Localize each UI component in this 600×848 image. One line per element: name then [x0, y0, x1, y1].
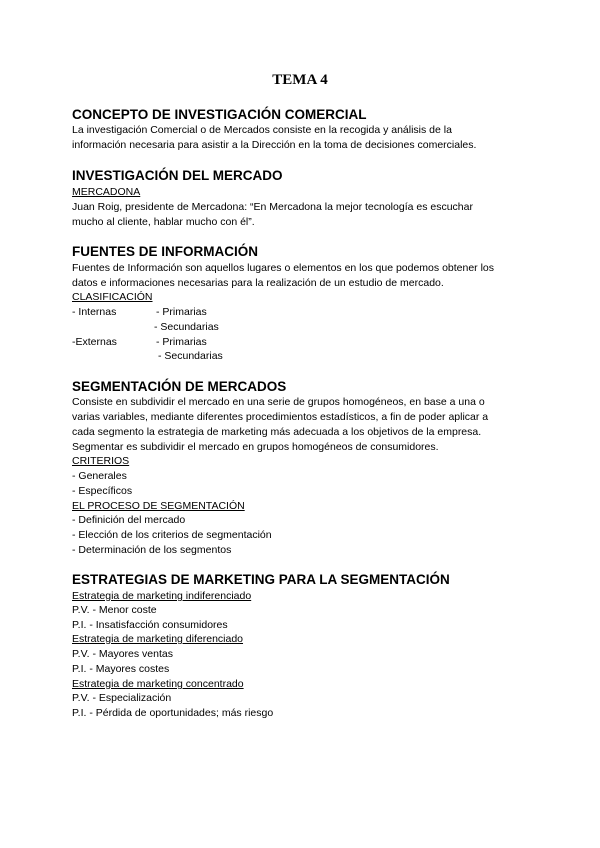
list-item: - Definición del mercado [72, 514, 186, 526]
paragraph-line: mucho al cliente, hablar mucho con él”. [72, 216, 255, 228]
paragraph-line: Consiste en subdividir el mercado en una serie de grupos homogéneos, en base a una o [72, 396, 485, 408]
list-item: P.V. - Menor coste [72, 604, 157, 616]
list-item: - Generales [72, 470, 127, 482]
paragraph-line: La investigación Comercial o de Mercados consiste en la recogida y análisis de la [72, 124, 452, 136]
paragraph-concepto [72, 123, 532, 153]
subheading-indiferenciado: Estrategia de marketing indiferenciado [72, 590, 252, 602]
list-item: - Secundarias [154, 321, 219, 333]
list-item: P.V. - Especialización [72, 692, 172, 704]
list-item: P.I. - Pérdida de oportunidades; más riesgo [72, 707, 274, 719]
paragraph-line: Fuentes de Información son aquellos lugares o elementos en los que podemos obtener los [72, 262, 495, 274]
heading-segmentacion: SEGMENTACIÓN DE MERCADOS [72, 379, 287, 394]
paragraph-line: varias variables, mediante diferentes procedimientos estadísticos, a fin de poder aplicar a [72, 411, 489, 423]
paragraph-segmentacion [72, 395, 532, 455]
label-externas: -Externas [72, 336, 117, 348]
paragraph-line: cada segmento la estrategia de marketing más adecuada a los objetivos de la empresa. [72, 426, 482, 438]
paragraph-mercadona [72, 200, 532, 230]
subheading-criterios: CRITERIOS [72, 455, 130, 467]
list-item: P.I. - Insatisfacción consumidores [72, 619, 228, 631]
heading-investigacion-mercado: INVESTIGACIÓN DEL MERCADO [72, 168, 283, 183]
list-item: P.V. - Mayores ventas [72, 648, 173, 660]
paragraph-line: información necesaria para asistir a la Dirección en la toma de decisiones comerciales. [72, 139, 477, 151]
list-item: - Elección de los criterios de segmentación [72, 529, 272, 541]
subheading-proceso: EL PROCESO DE SEGMENTACIÓN [72, 500, 245, 512]
list-item: - Específicos [72, 485, 133, 497]
paragraph-line: Juan Roig, presidente de Mercadona: “En Mercadona la mejor tecnología es escuchar [72, 201, 473, 213]
heading-estrategias: ESTRATEGIAS DE MARKETING PARA LA SEGMENTACIÓN [72, 572, 450, 587]
subheading-diferenciado: Estrategia de marketing diferenciado [72, 633, 244, 645]
list-item: - Primarias [156, 306, 207, 318]
label-internas: - Internas [72, 306, 117, 318]
heading-fuentes: FUENTES DE INFORMACIÓN [72, 244, 259, 259]
subheading-concentrado: Estrategia de marketing concentrado [72, 678, 244, 690]
subheading-mercadona: MERCADONA [72, 186, 141, 198]
list-item: - Determinación de los segmentos [72, 544, 232, 556]
heading-concepto: CONCEPTO DE INVESTIGACIÓN COMERCIAL [72, 107, 367, 122]
paragraph-line: Segmentar es subdividir el mercado en grupos homogéneos de consumidores. [72, 441, 439, 453]
list-item: - Secundarias [158, 350, 223, 362]
paragraph-fuentes [72, 261, 532, 291]
paragraph-line: datos e informaciones necesarias para la realización de un estudio de mercado. [72, 277, 444, 289]
page-title: TEMA 4 [272, 72, 328, 88]
list-item: - Primarias [156, 336, 207, 348]
subheading-clasificacion: CLASIFICACIÓN [72, 291, 153, 303]
list-item: P.I. - Mayores costes [72, 663, 170, 675]
